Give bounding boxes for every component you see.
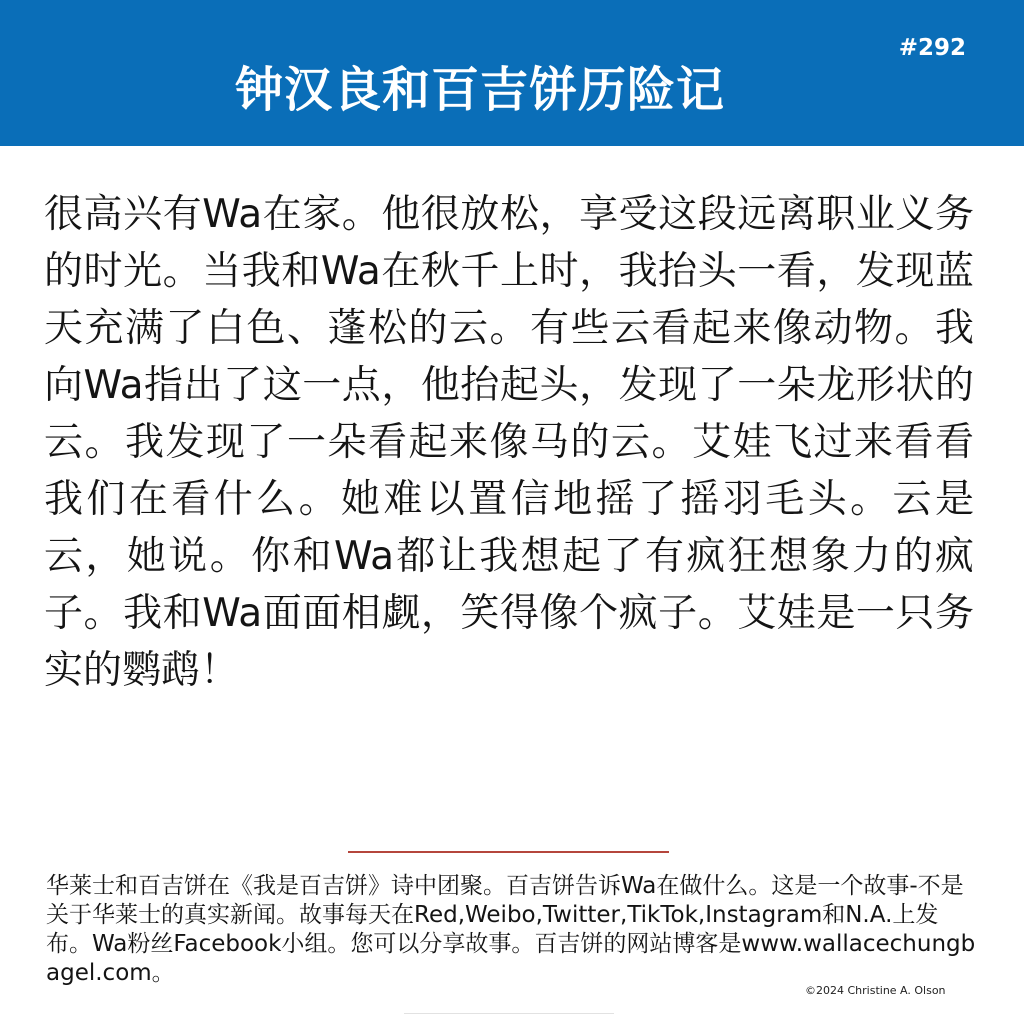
section-divider — [348, 851, 669, 853]
copyright-notice: ©2024 Christine A. Olson — [805, 984, 946, 997]
title-banner — [0, 0, 1024, 146]
page-title: 钟汉良和百吉饼历险记 — [234, 62, 725, 118]
bottom-rule — [404, 1013, 614, 1014]
issue-number: #292 — [898, 35, 966, 61]
footer-note: 华莱士和百吉饼在《我是百吉饼》诗中团聚。百吉饼告诉Wa在做什么。这是一个故事-不是关于华莱士的真实新闻。故事每天在Red,Weibo,Twitter,TikTok,Instagram和N.A.上发布。Wa粉丝Facebook小组。您可以分享故事。百吉饼的网站博客是www.wallacechungbagel.com。 — [46, 873, 976, 986]
story-text: 很高兴有Wa在家。他很放松，享受这段远离职业义务的时光。当我和Wa在秋千上时，我抬头一看，发现蓝天充满了白色、蓬松的云。有些云看起来像动物。我向Wa指出了这一点，他抬起头，发现了一朵龙形状的云。我发现了一朵看起来像马的云。艾娃飞过来看看我们在看什么。她难以置信地摇了摇羽毛头。云是云，她说。你和Wa都让我想起了有疯狂想象力的疯子。我和Wa面面相觑，笑得像个疯子。艾娃是一只务实的鹦鹉！ — [44, 192, 974, 693]
